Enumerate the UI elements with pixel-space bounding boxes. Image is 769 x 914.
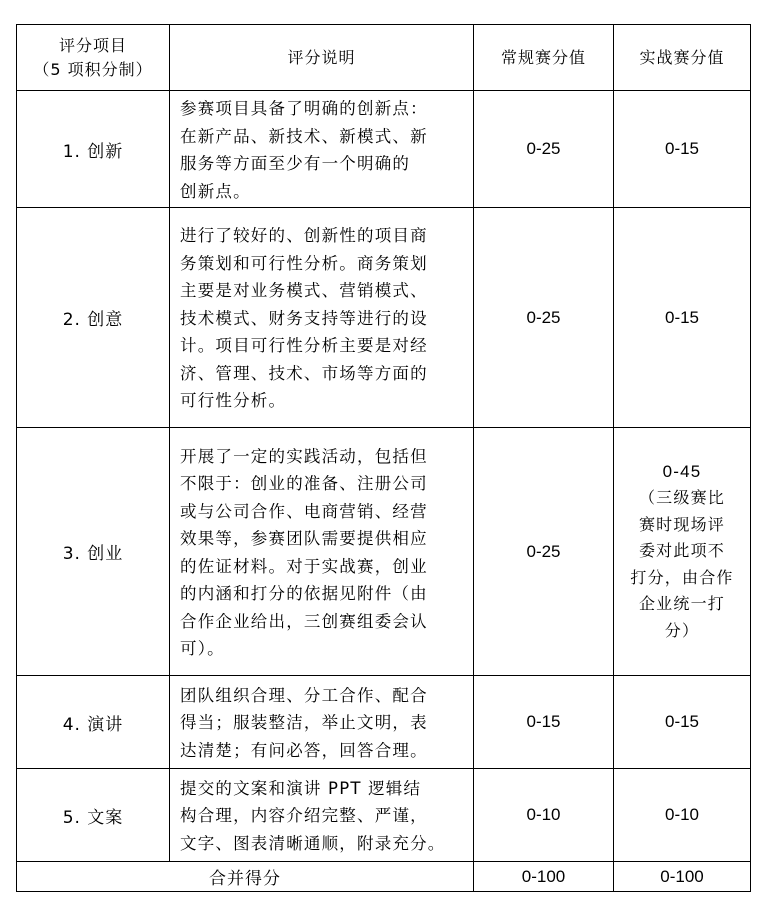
desc-line: 主要是对业务模式、营销模式、 [180,281,428,301]
row-practical-score: 0-15 [614,208,751,428]
desc-line: 创新点。 [180,181,251,201]
header-desc: 评分说明 [170,25,474,91]
total-row [17,862,751,892]
desc-line: 进行了较好的、创新性的项目商 [180,226,428,246]
desc-line: 服务等方面至少有一个明确的 [180,154,411,173]
row-regular-score: 0-25 [474,428,614,676]
practical-note-line: 赛时现场评 [638,514,725,534]
scoring-table-container [16,24,751,892]
practical-note-line: （三级赛比 [638,488,725,508]
scoring-table [16,24,751,892]
header-item-line1: 评分项目 [58,35,127,55]
desc-line: 在新产品、新技术、新模式、新 [180,126,428,146]
desc-line: 构合理，内容介绍完整、严谨， [180,806,428,826]
table-row [17,676,751,769]
desc-line: 或与公司合作、电商营销、经营 [180,501,428,521]
practical-note-line: 分） [664,620,700,640]
desc-line: 的内涵和打分的依据见附件（由 [180,584,428,603]
header-row [17,25,751,91]
row-desc [170,676,474,769]
desc-line: 技术模式、财务支持等进行的设 [180,308,428,328]
row-desc [170,769,474,862]
total-regular-score: 0-100 [474,862,614,892]
desc-line: 的佐证材料。对于实战赛，创业 [180,556,428,576]
desc-line: 参赛项目具备了明确的创新点： [180,99,428,118]
desc-line: 得当；服装整洁，举止文明，表 [180,713,428,733]
table-row [17,769,751,862]
table-row [17,208,751,428]
table-row [17,428,751,676]
desc-line: 济、管理、技术、市场等方面的 [180,363,428,383]
row-regular-score: 0-25 [474,91,614,208]
desc-line: 务策划和可行性分析。商务策划 [180,253,428,273]
desc-line: 不限于：创业的准备、注册公司 [180,474,428,493]
row-regular-score: 0-10 [474,769,614,862]
header-regular: 常规赛分值 [474,25,614,91]
desc-line: 提交的文案和演讲 PPT 逻辑结 [180,778,422,798]
row-item: 2. 创意 [17,208,170,428]
row-practical-score: 0-45 [662,461,702,481]
desc-line: 文字、图表清晰通顺，附录充分。 [180,833,446,853]
header-practical: 实战赛分值 [614,25,751,91]
practical-note-line: 委对此项不 [638,541,725,561]
desc-line: 达清楚；有问必答，回答合理。 [180,740,428,760]
row-item: 5. 文案 [17,769,170,862]
row-regular-score: 0-15 [474,676,614,769]
row-regular-score: 0-25 [474,208,614,428]
desc-line: 开展了一定的实践活动，包括但 [180,446,428,466]
header-item-line2: （5 项积分制） [33,59,153,79]
desc-line: 效果等，参赛团队需要提供相应 [180,529,428,548]
practical-note-line: 打分，由合作 [630,567,734,587]
row-practical-cell [614,428,751,676]
row-practical-score: 0-15 [614,91,751,208]
desc-line: 计。项目可行性分析主要是对经 [180,336,428,356]
total-practical-score: 0-100 [614,862,751,892]
row-item: 1. 创新 [17,91,170,208]
row-desc [170,428,474,676]
desc-line: 团队组织合理、分工合作、配合 [180,685,428,705]
row-item: 4. 演讲 [17,676,170,769]
header-item-cell [17,25,170,91]
desc-line: 可行性分析。 [180,391,287,411]
desc-line: 合作企业给出，三创赛组委会认 [180,611,428,631]
row-desc [170,208,474,428]
row-desc [170,91,474,208]
table-row [17,91,751,208]
total-label: 合并得分 [17,862,474,892]
row-practical-score: 0-15 [614,676,751,769]
desc-line: 可）。 [180,639,225,658]
row-practical-score: 0-10 [614,769,751,862]
practical-note-line: 企业统一打 [638,594,725,614]
row-item: 3. 创业 [17,428,170,676]
